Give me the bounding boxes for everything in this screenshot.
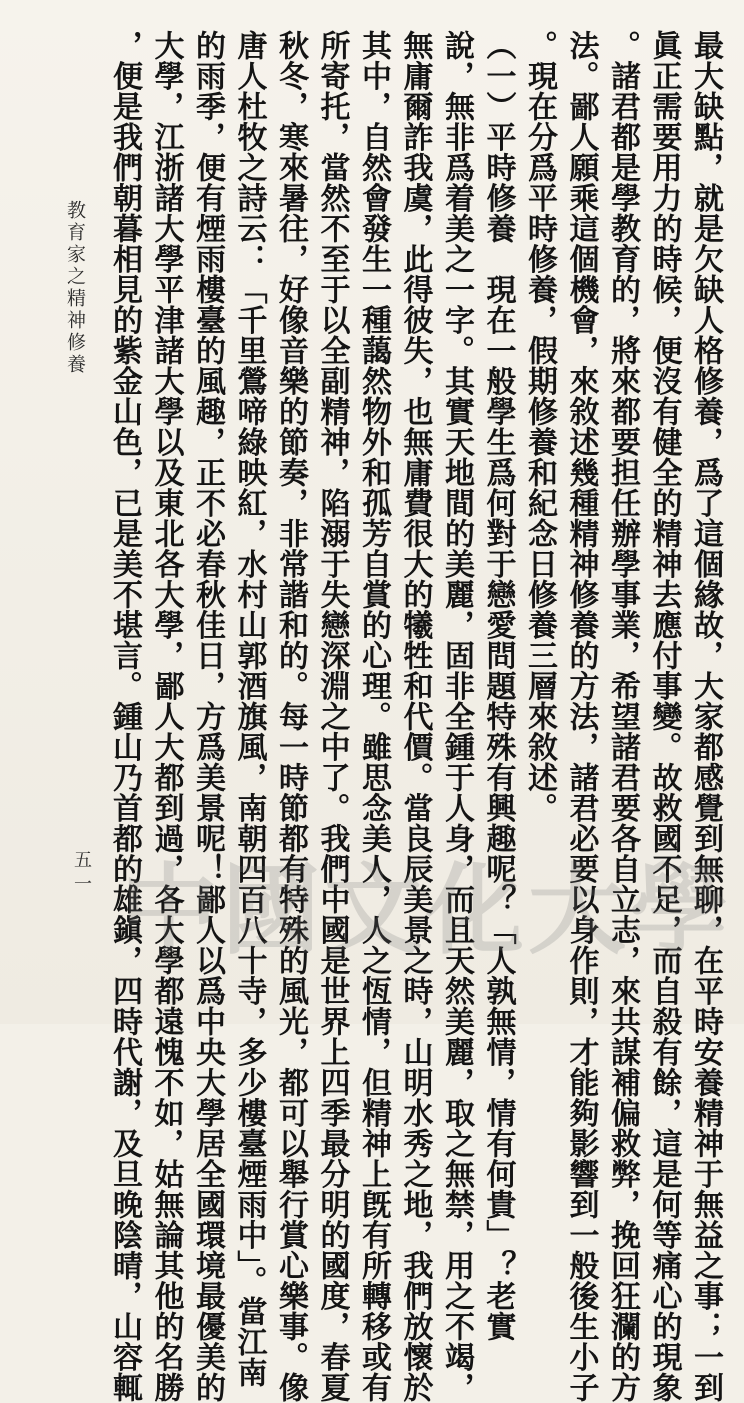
running-header: 教育家之精神修養 [64, 200, 86, 376]
text-line: 唐人杜牧之詩云：「千里鶯啼綠映紅，水村山郭酒旗風，南朝四百八十寺，多少樓臺煙雨中」。當江南 [231, 30, 267, 1388]
text-line: 大學，江浙諸大學平津諸大學以及東北各大學，鄙人大都到過，各大學都遠愧不如，姑無論其他的名勝 [148, 30, 184, 1403]
text-line: 最大缺點，就是欠缺人格修養，爲了這個緣故，大家都感覺到無聊，在平時安養精神于無益之事；一到 [688, 30, 723, 1403]
page-number: 五一 [71, 850, 92, 898]
text-line: 其中，自然會發生一種藹然物外和孤芳自賞的心理。雖思念美人，人之恆情，但精神上旣有所轉移或有 [356, 30, 391, 1403]
watermark: 中國文化大學 [120, 854, 733, 968]
body-text [107, 30, 726, 1403]
text-line: ，便是我們朝暮相見的紫金山色，已是美不堪言。鍾山乃首都的雄鎭，四時代謝，及旦晚陰晴，山容輒 [107, 30, 142, 1403]
text-line: 眞正需要用力的時候，便沒有健全的精神去應付事變。故救國不足，而自殺有餘，這是何等痛心的現象 [646, 30, 682, 1403]
text-line: 所寄托，當然不至于以全副精神，陷溺于失戀深淵之中了。我們中國是世界上四季最分明的國度，春夏 [314, 30, 350, 1403]
text-line: 。諸君都是學教育的，將來都要担任辦學事業，希望諸君要各自立志，來共謀補偏救弊，挽回狂瀾的方 [605, 30, 640, 1403]
text-line: 的雨季，便有煙雨樓臺的風趣，正不必春秋佳日，方爲美景呢！鄙人以爲中央大學居全國環境最優美的 [190, 30, 225, 1403]
text-line: 。現在分爲平時修養，假期修養和紀念日修養三層來敘述。 [522, 30, 557, 823]
section-heading-line: （一）平時修養 現在一般學生爲何對于戀愛問題特殊有興趣呢？「人孰無情，情有何貴」？老實 [480, 30, 516, 1342]
text-line: 無庸爾詐我虞，此得彼失，也無庸費很大的犧牲和代價。當良辰美景之時，山明水秀之地，我們放懷於 [397, 30, 433, 1403]
text-line: 秋冬，寒來暑往，好像音樂的節奏，非常諧和的。每一時節都有特殊的風光，都可以舉行賞心樂事。像 [273, 30, 308, 1403]
text-line: 說，無非爲着美之一字。其實天地間的美麗，固非全鍾于人身，而且天然美麗，取之無禁，用之不竭， [439, 30, 474, 1403]
text-line: 法。鄙人願乘這個機會，來敘述幾種精神修養的方法，諸君必要以身作則，才能夠影響到一般後生小子 [563, 30, 599, 1403]
